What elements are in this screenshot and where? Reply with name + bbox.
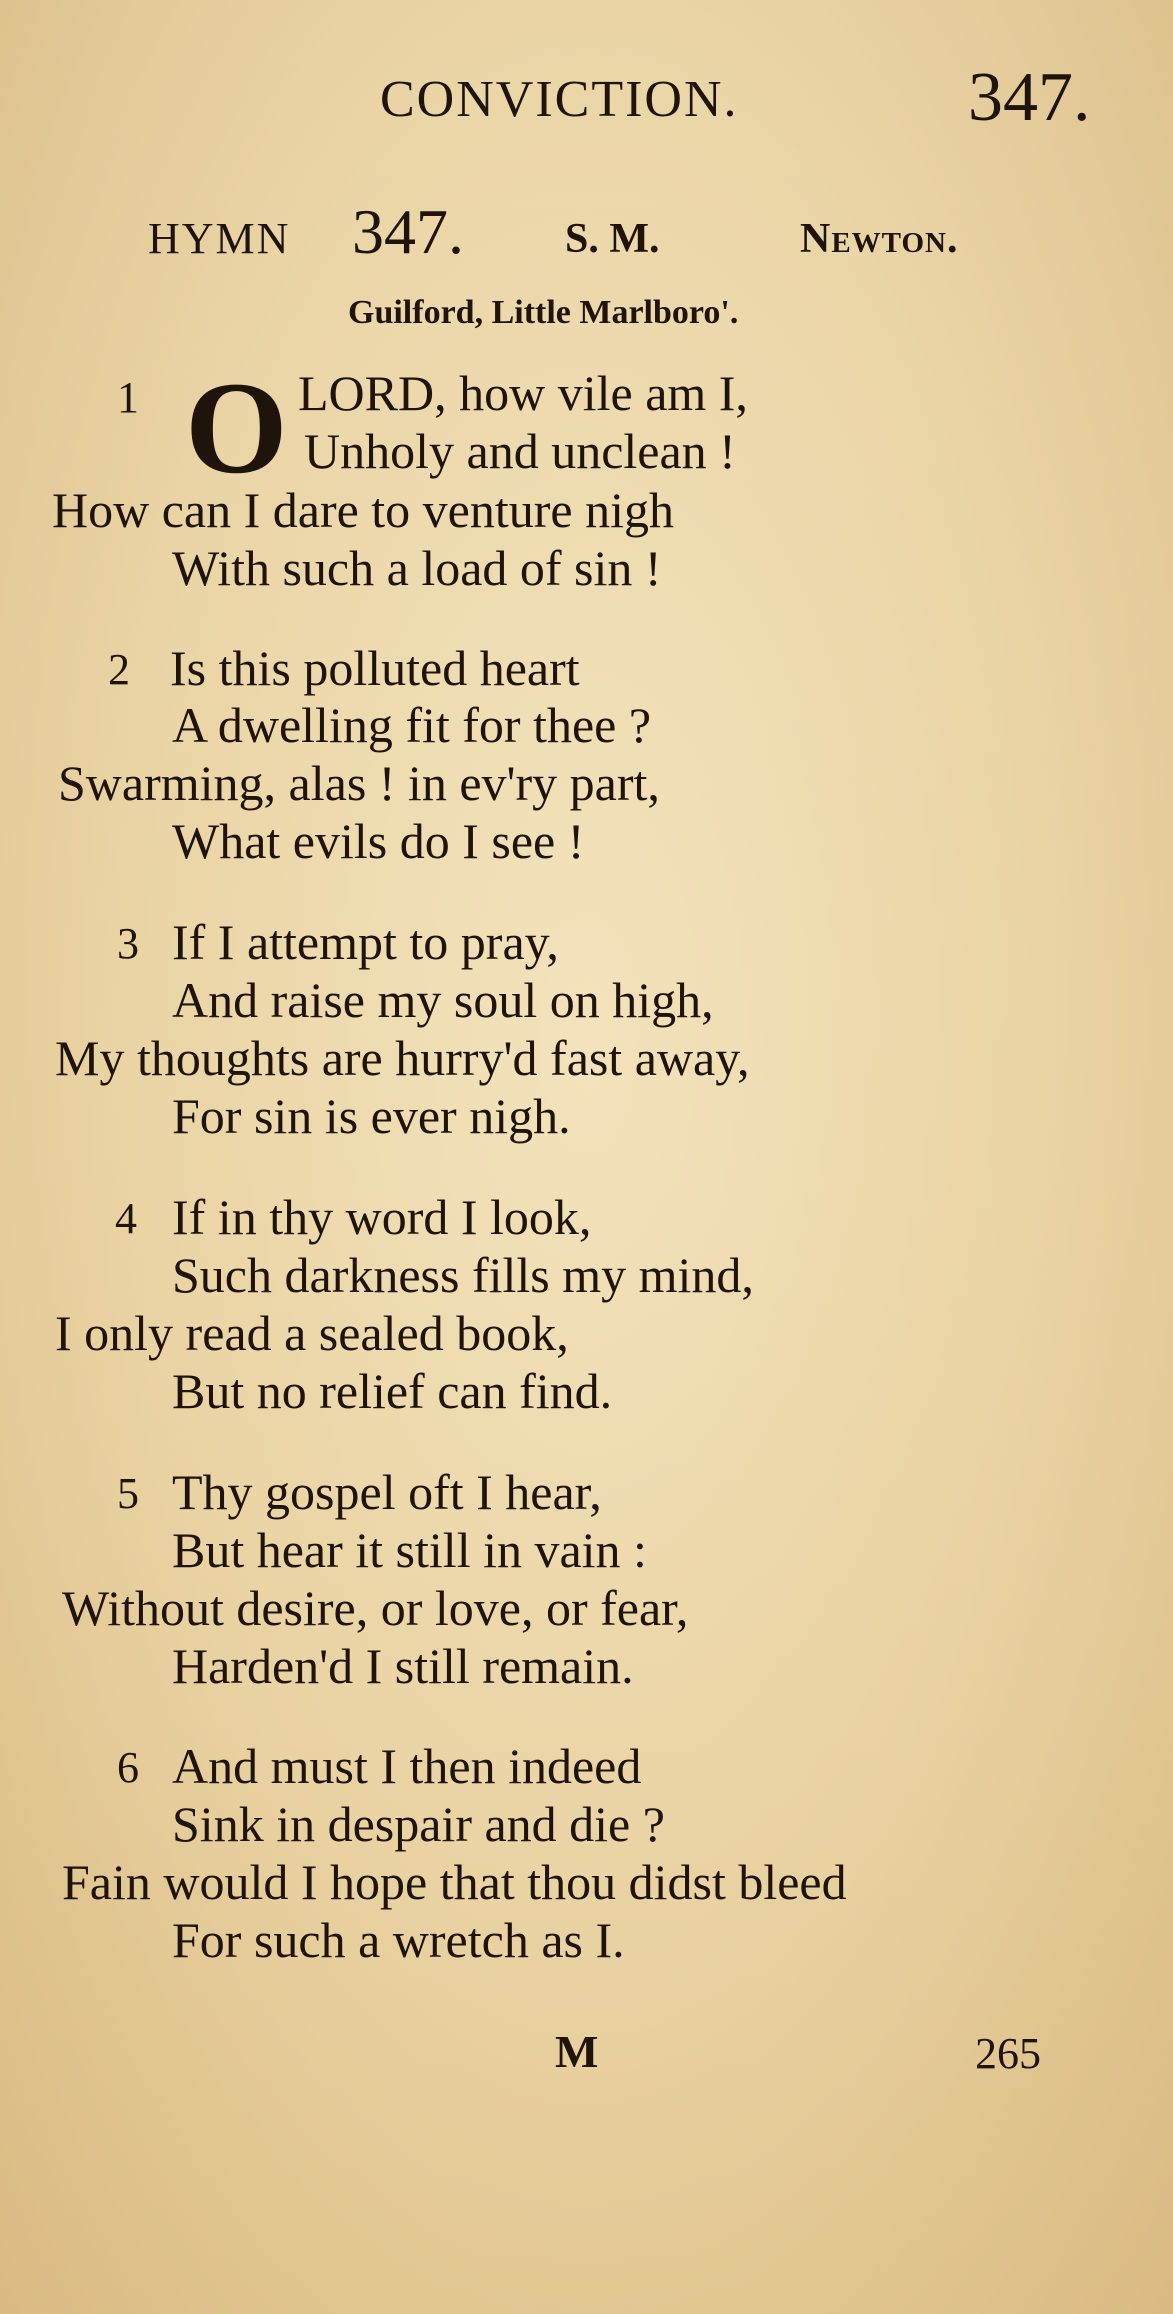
verse-line: Thy gospel oft I hear,	[172, 1464, 602, 1520]
verse-line: But hear it still in vain :	[172, 1522, 647, 1578]
verse-number: 1	[117, 373, 139, 422]
verse-number: 3	[117, 919, 139, 968]
signature-mark: M	[555, 2026, 599, 2077]
verse-line: For sin is ever nigh.	[172, 1088, 571, 1144]
verse-line: But no relief can find.	[172, 1363, 613, 1419]
verse-line: If in thy word I look,	[172, 1189, 592, 1245]
verse-line: LORD, how vile am I,	[298, 365, 748, 421]
verse-line: I only read a sealed book,	[55, 1305, 569, 1361]
hymn-label: HYMN	[148, 214, 291, 263]
hymn-meter: S. M.	[565, 216, 660, 262]
verse-line: My thoughts are hurry'd fast away,	[55, 1030, 750, 1086]
tune-names: Guilford, Little Marlboro'.	[348, 294, 739, 331]
verse-number: 2	[108, 645, 130, 694]
verse-number: 5	[117, 1469, 139, 1518]
verse-line: Without desire, or love, or fear,	[62, 1580, 689, 1636]
verse-line: Harden'd I still remain.	[172, 1638, 634, 1694]
verse-line: For such a wretch as I.	[172, 1912, 625, 1968]
verse-line: Swarming, alas ! in ev'ry part,	[58, 755, 660, 811]
verse-line: Such darkness fills my mind,	[172, 1247, 754, 1303]
footer-page-number: 265	[975, 2029, 1041, 2078]
verse-line: How can I dare to venture nigh	[52, 482, 674, 538]
hymn-author: Newton.	[800, 216, 959, 262]
running-title: CONVICTION.	[380, 71, 739, 128]
verse-number: 6	[117, 1743, 139, 1792]
verse-line: Fain would I hope that thou didst bleed	[62, 1854, 847, 1910]
verse-line: If I attempt to pray,	[172, 914, 559, 970]
verse-line: A dwelling fit for thee ?	[172, 697, 652, 753]
verse-line: Is this polluted heart	[170, 640, 580, 696]
verse-line: What evils do I see !	[172, 813, 585, 869]
drop-cap: O	[185, 354, 288, 501]
hymn-heading	[0, 195, 1173, 265]
verse-number: 4	[115, 1194, 137, 1243]
page-header	[0, 58, 1173, 138]
verse-line: And raise my soul on high,	[172, 972, 714, 1028]
verse-line: Sink in despair and die ?	[172, 1796, 665, 1852]
hymn-number: 347.	[352, 196, 464, 267]
verse-line: And must I then indeed	[172, 1738, 642, 1794]
verse-line: With such a load of sin !	[172, 540, 662, 596]
verse-line: Unholy and unclean !	[304, 423, 736, 479]
header-page-number: 347.	[968, 59, 1091, 136]
